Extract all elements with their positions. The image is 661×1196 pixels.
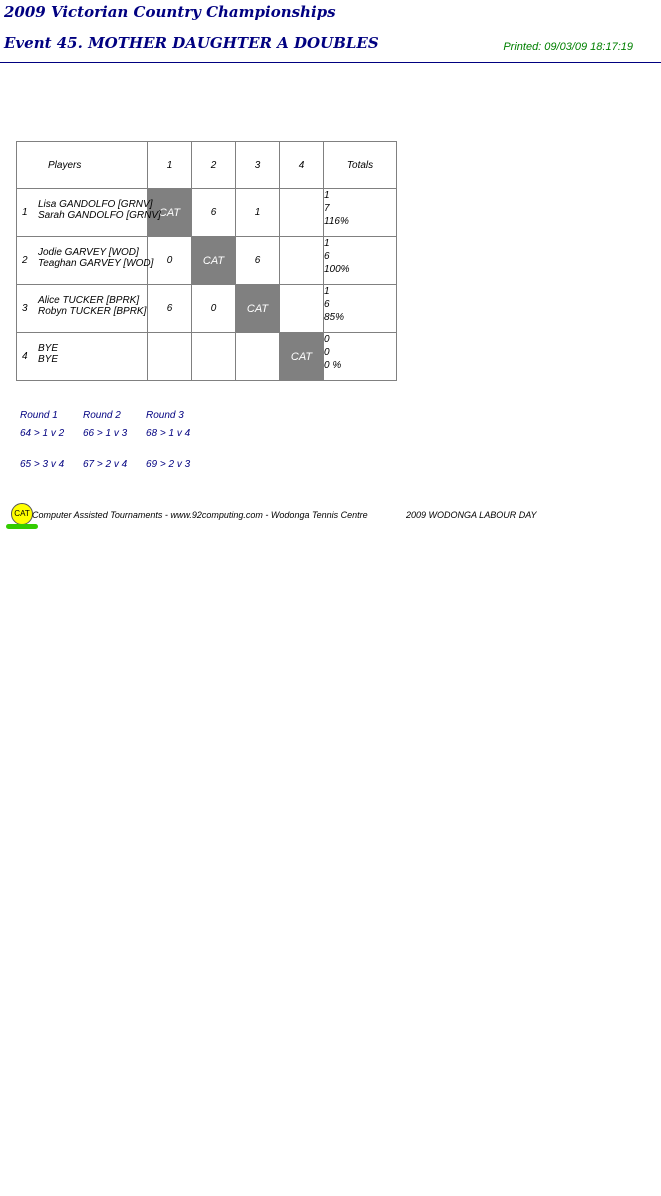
- logo-swoosh: [6, 524, 38, 529]
- score-cell: [192, 333, 236, 381]
- seed-number: 4: [22, 350, 28, 362]
- round-label: Round 1: [20, 410, 58, 421]
- self-match-cell: CAT: [236, 285, 280, 333]
- tournament-title: 2009 Victorian Country Championships: [4, 3, 336, 21]
- player-name: Teaghan GARVEY [WOD]: [38, 258, 154, 269]
- player-cell: [17, 237, 154, 285]
- grid-header-row: [17, 142, 397, 189]
- sets-won: 6: [324, 299, 330, 310]
- score-cell: 1: [236, 189, 280, 237]
- player-name: Sarah GANDOLFO [GRNV]: [38, 210, 161, 221]
- sets-won: 7: [324, 203, 330, 214]
- col-header-1: 1: [148, 142, 192, 189]
- round-label: Round 2: [83, 410, 121, 421]
- printed-timestamp: Printed: 09/03/09 18:17:19: [503, 41, 633, 53]
- cat-logo-icon: CAT: [11, 503, 33, 525]
- score-cell: 6: [192, 189, 236, 237]
- sets-won: 0: [324, 347, 330, 358]
- win-percentage: 100%: [324, 264, 350, 275]
- round-label: Round 3: [146, 410, 184, 421]
- matches-won: 1: [324, 286, 330, 297]
- score-cell: [236, 333, 280, 381]
- score-cell: 6: [236, 237, 280, 285]
- totals-cell: [324, 285, 397, 333]
- matches-won: 1: [324, 190, 330, 201]
- table-row: [17, 237, 397, 285]
- footer-tournament: 2009 WODONGA LABOUR DAY: [406, 510, 537, 520]
- player-name: Alice TUCKER [BPRK]: [38, 295, 140, 306]
- score-cell: 0: [192, 285, 236, 333]
- col-header-2: 2: [192, 142, 236, 189]
- seed-number: 2: [22, 254, 28, 266]
- matches-won: 0: [324, 334, 330, 345]
- win-percentage: 116%: [324, 216, 349, 227]
- player-cell: [17, 285, 148, 333]
- self-match-cell: CAT: [148, 189, 192, 237]
- team-names: [38, 343, 58, 365]
- players-header: Players: [17, 142, 148, 189]
- match-entry: 64 > 1 v 2: [20, 428, 65, 439]
- col-header-4: 4: [280, 142, 324, 189]
- win-percentage: 0 %: [324, 360, 342, 371]
- footer-credit: Computer Assisted Tournaments - www.92computing.com - Wodonga Tennis Centre: [32, 510, 368, 520]
- totals-header: Totals: [324, 142, 397, 189]
- event-title: Event 45. MOTHER DAUGHTER A DOUBLES: [4, 34, 379, 52]
- totals-cell: [324, 189, 397, 237]
- sets-won: 6: [324, 251, 330, 262]
- score-cell: 6: [148, 285, 192, 333]
- score-cell: 0: [148, 237, 192, 285]
- player-name: Lisa GANDOLFO [GRNV]: [38, 199, 153, 210]
- self-match-cell: CAT: [280, 333, 324, 381]
- match-entry: 68 > 1 v 4: [146, 428, 191, 439]
- match-entry: 69 > 2 v 3: [146, 459, 191, 470]
- seed-number: 1: [22, 206, 28, 218]
- score-cell: [280, 237, 324, 285]
- table-row: [17, 189, 397, 237]
- team-names: [38, 199, 161, 221]
- totals-cell: [324, 333, 397, 381]
- player-name: BYE: [38, 343, 59, 354]
- match-entry: 65 > 3 v 4: [20, 459, 65, 470]
- player-cell: [17, 333, 148, 381]
- player-name: Jodie GARVEY [WOD]: [38, 247, 139, 258]
- matches-won: 1: [324, 238, 330, 249]
- table-row: [17, 285, 397, 333]
- team-names: [38, 295, 146, 317]
- win-percentage: 85%: [324, 312, 345, 323]
- table-row: [17, 333, 397, 381]
- player-name: BYE: [38, 354, 59, 365]
- player-cell: [17, 189, 161, 237]
- player-name: Robyn TUCKER [BPRK]: [38, 306, 147, 317]
- team-names: [38, 247, 153, 269]
- self-match-cell: CAT: [192, 237, 236, 285]
- col-header-3: 3: [236, 142, 280, 189]
- match-entry: 67 > 2 v 4: [83, 459, 128, 470]
- round-robin-grid: [16, 141, 397, 381]
- header-divider: [0, 62, 661, 63]
- score-cell: [148, 333, 192, 381]
- score-cell: [280, 285, 324, 333]
- seed-number: 3: [22, 302, 28, 314]
- totals-cell: [324, 237, 397, 285]
- score-cell: [280, 189, 324, 237]
- match-entry: 66 > 1 v 3: [83, 428, 128, 439]
